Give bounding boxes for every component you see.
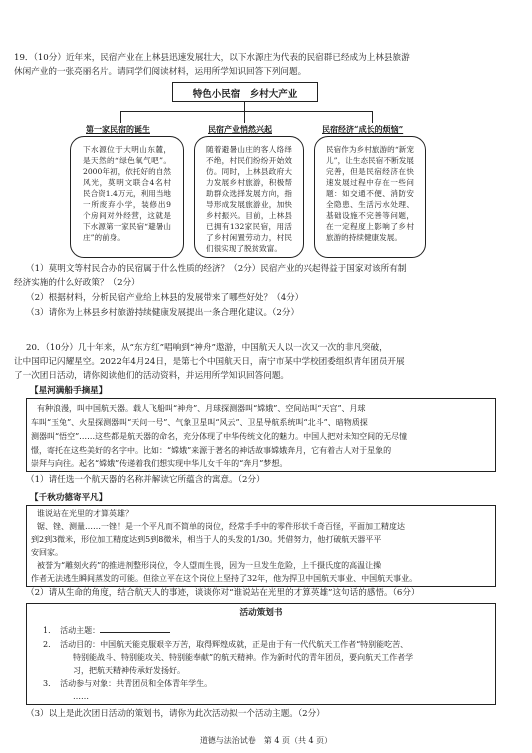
chart-title-box	[172, 82, 318, 102]
q19-sub1-b: 经济实施的什么好政策？（2分）	[14, 278, 140, 288]
col2-box	[194, 136, 304, 258]
sec1-line: 测器叫“悟空”……这些都是航天器的命名，充分体现了中华传统文化的魅力。中国人把对未知空间的无尽憧	[31, 432, 408, 441]
plan-item-2a: 2． 活动目的：中国航天能克服艰辛万苦，取得辉煌成就，正是由于有一代代航天工作者“特别能吃苦、	[43, 640, 409, 649]
plan-item-3: 3． 活动参与对象：共青团员和全体青年学生。	[43, 679, 213, 688]
col3-title: 民宿经济“成长的烦恼”	[322, 124, 404, 134]
sec1-line: 憬，寄托在这些美好的名字中。比如：“嫦娥”来源于著名的神话故事嫦娥奔月，它有着古人对于星象的	[31, 446, 392, 455]
plan-item-1-label: 1． 活动主题：	[43, 626, 101, 635]
sec2-line: 被誉为“雕刻火药”的推进剂整形岗位，令人望而生畏，因为一旦发生危险，上千摄氏度的高温让操	[37, 561, 382, 570]
connector-vertical	[244, 101, 245, 111]
section2-box	[26, 505, 496, 587]
q20-stem-line-1: 20．（10分）几十年来，从“东方红”唱响到“神舟”遨游，中国航天人以一次又一次的非凡突破，	[26, 343, 388, 353]
sec1-line: 有种浪漫，叫中国航天器。载人飞船叫“神舟”、月球探测器叫“嫦娥”、空间站叫“天宫”、月球	[37, 404, 366, 413]
q19-sub2: （2）根据材料，分析民宿产业给上林县的发展带来了哪些好处？（4分）	[26, 293, 304, 303]
sec2-line: 安回家。	[31, 548, 63, 557]
connector-left	[120, 111, 121, 123]
connector-horizontal	[120, 111, 372, 112]
q19-sub3: （3）请你为上林县乡村旅游持续健康发展提出一条合理化建议。（2分）	[26, 308, 300, 318]
theme-blank[interactable]	[100, 624, 170, 633]
page-footer: 道德与法治试卷 第 4 页（共 4 页）	[199, 736, 333, 745]
activity-plan-box	[26, 603, 496, 705]
sec2-line: 锯、锉、测量……一锉！是一个平凡而不简单的岗位，经常手手中的零件形状千奇百怪，平面加工精度达	[37, 522, 405, 531]
sec2-line: 到2到3微米，形位加工精度达到5到8微米，相当于人的头发的1/30。凭借努力，他打破航天器平平	[31, 535, 382, 544]
connector-right	[372, 111, 373, 123]
q20-sub3: （3）以上是此次团日活动的策划书，请你为此次活动拟一个活动主题。（2分）	[26, 709, 325, 719]
q20-sub2: （2）请从生命的角度，结合航天人的事迹，谈谈你对“谁说站在光里的才算英雄”这句话的感悟。（6分）	[26, 588, 420, 598]
plan-item-1	[43, 624, 170, 637]
sec2-line: 作者无法逃生瞬间蒸发的可能。但徐立平在这个岗位上坚持了32年，他为捍卫中国航天事业、中国航天事业。	[31, 574, 418, 583]
plan-ellipsis: ……	[73, 692, 89, 701]
section2-title: 【千秋功德寄平凡】	[30, 493, 108, 503]
q20-stem-line-3: 了一次团日活动，请你阅读他们的活动资料，并运用所学知识回答问题。	[14, 371, 290, 381]
connector-middle	[244, 111, 245, 123]
section1-title: 【星河满船手摘星】	[30, 386, 108, 396]
plan-title: 活动策划书	[239, 608, 283, 618]
col1-box	[70, 136, 184, 258]
plan-item-2b: 特别能战斗、特别能攻关、特别能奉献”的航天精神。作为新时代的青年团员，要向航天工作者学	[73, 653, 414, 662]
sec2-line: 谁说站在光里的才算英雄？	[37, 509, 133, 518]
q19-stem-line-2: 休闲产业的一张亮丽名片。请同学们阅读材料，运用所学知识回答下列问题。	[14, 67, 307, 77]
col2-title: 民宿产业悄然兴起	[208, 124, 272, 134]
q19-stem-line-1: 19．（10分）近年来，民宿产业在上林县迅速发展壮大，以下水源庄为代表的民宿群已经成为上林县旅游	[14, 53, 410, 63]
chart-title: 特色小民宿 乡村大产业	[192, 89, 298, 100]
col3-text: 民宿作为乡村旅游的“新宠儿”，让生态民宿不断发展完善，但是民宿经济在快速发展过程中存在一些问题：如交通不便、消防安全隐患、生活污水处理、基础设施不完善等问题，在一定程度上影响了乡村旅游的持续健康发展。	[326, 145, 414, 242]
col3-box	[314, 136, 426, 258]
plan-item-2c: 习，把航天精神传承好发扬好。	[73, 666, 185, 675]
q19-sub1-a: （1）莫明文等村民合办的民宿属于什么性质的经济？（2分）民宿产业的兴起得益于国家对该所有制	[26, 264, 407, 274]
col1-text: 下水源位于大明山东麓，是天然的“绿色氧气吧”。2000年初，依托好的自然风光，莫明文联合4名村民合资1.4万元，利用当地一所废弃小学，装修出9个房间对外经营，这就是下水源第一家民宿“避暑山庄”的前身。	[83, 145, 172, 242]
q20-sub1: （1）请任选一个航天器的名称并解读它所蕴含的寓意。（2分）	[26, 475, 265, 485]
col2-text: 随着避暑山庄的客人络绎不绝，村民们纷纷开始效仿。同时，上林县政府大力发展乡村旅游，积极帮助群众选择发展方向，指导形成发展旅游业，加快乡村振兴。目前，上林县已拥有132家民宿，用活了乡村闲置劳动力，村民们很实现了脱贫致富。	[206, 145, 292, 253]
q20-stem-line-2: 让中国印记闪耀星空。2022年4月24日，是第七个中国航天日，南宁市某中学校团委组织青年团员开展	[14, 357, 405, 367]
section1-box	[26, 398, 496, 472]
col1-title: 第一家民宿的诞生	[86, 124, 150, 134]
sec1-line: 车叫“玉兔”、火星探测器叫“天问一号”、气象卫星叫“风云”、卫星导航系统叫“北斗”、暗物质探	[31, 418, 368, 427]
sec1-line: 崇拜与向往。起名“嫦娥”传递着我们想实现中华儿女千年的“奔月”梦想。	[31, 459, 288, 468]
